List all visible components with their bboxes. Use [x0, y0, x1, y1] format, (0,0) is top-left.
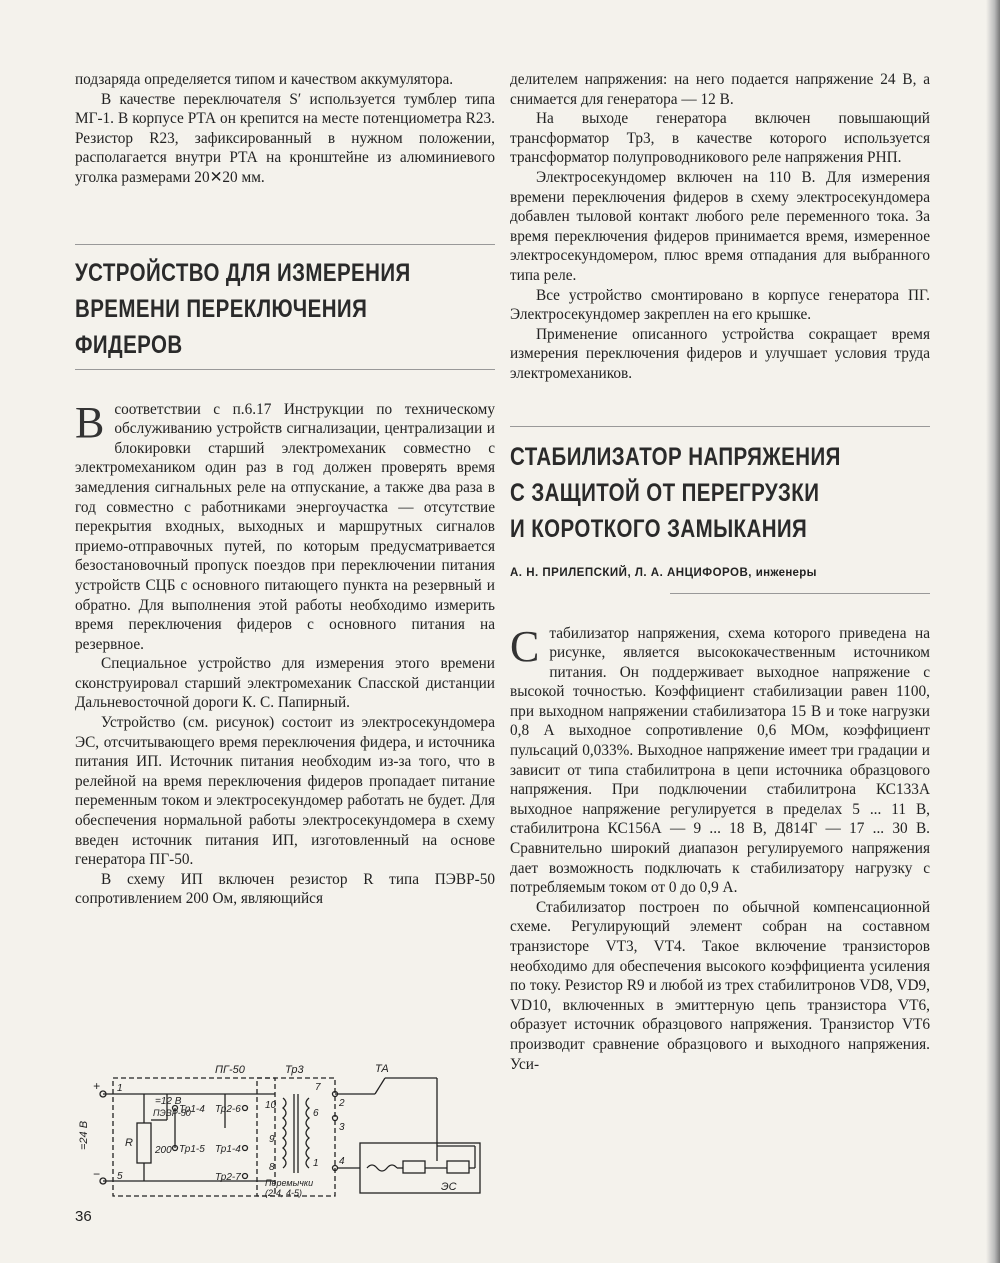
paragraph: Специальное устройство для измерения этого времени сконструировал старший электромеханик Спасской дистанции Дальневосточной дороги К. С. Папирный.	[75, 655, 495, 712]
circuit-diagram	[75, 1058, 495, 1198]
label-tr3: Тр3	[285, 1064, 304, 1076]
label-n4: 4	[339, 1156, 345, 1167]
label-n1: 1	[117, 1083, 123, 1094]
label-n8: 8	[269, 1162, 275, 1173]
divider	[510, 426, 930, 427]
paragraph	[75, 397, 495, 655]
paragraph: Устройство (см. рисунок) состоит из электросекундомера ЭС, отсчитывающего время переключения фидера, и источника питания ИП. Источник питания необходим из-за того, что в релейной на время переключения фидеров пропадает питание переменным током и электросекундомер работать не будет. Для обеспечения нормальной работы электросекундомера в схему введен источник питания ИП, изготовленный на основе генератора ПГ-50.	[75, 714, 495, 869]
label-24v: =24 В	[78, 1120, 90, 1150]
label-n9: 9	[269, 1134, 275, 1145]
label-r: R	[125, 1137, 133, 1149]
paragraph: В схему ИП включен резистор R типа ПЭВР-50 сопротивлением 200 Ом, являющийся	[75, 870, 495, 908]
label-es: ЭС	[441, 1181, 457, 1193]
label-tr2-6: Тр2-6	[215, 1104, 241, 1115]
divider	[75, 244, 495, 245]
label-minus: −	[93, 1167, 101, 1181]
article-title-line: ФИДЕРОВ	[75, 330, 183, 359]
drop-cap: В	[75, 397, 105, 447]
label-n7: 7	[315, 1082, 321, 1093]
label-jumpers: Перемычки	[265, 1178, 314, 1188]
drop-cap: С	[510, 621, 540, 671]
label-pevr: ПЭВР-50	[153, 1108, 191, 1118]
es-box	[360, 1143, 480, 1193]
paragraph: Электросекундомер включен на 110 В. Для измерения времени переключения фидеров в схему электросекундомера добавлен тыловой контакт любого реле переменного тока. За время переключения фидеров принимается время, измеренное электросекундомером, плюс время отпадания для выбранного типа реле.	[510, 168, 930, 284]
paragraph: делителем напряжения: на него подается напряжение 24 В, а снимается для генератора — 12 В.	[510, 71, 930, 108]
label-pg50: ПГ-50	[215, 1064, 245, 1076]
label-n1b: 1	[313, 1158, 319, 1169]
page-edge-shadow	[986, 0, 1000, 1263]
label-n2: 2	[339, 1098, 345, 1109]
paragraph: Все устройство смонтировано в корпусе генератора ПГ. Электросекундомер закреплен на его крышке.	[510, 286, 930, 324]
divider	[670, 593, 930, 594]
label-200: 200	[155, 1145, 172, 1156]
paragraph	[510, 621, 930, 898]
authors-line	[510, 567, 930, 579]
label-tr1-4b: Тр1-4	[215, 1144, 241, 1155]
authors-names: А. Н. ПРИЛЕПСКИЙ, Л. А. АНЦИФОРОВ,	[510, 566, 752, 579]
paragraph: В качестве переключателя S′ используется тумблер типа МГ-1. В корпусе РТА он крепится на месте потенциометра R23. Резистор R23, зафиксированный в нужном положении, располагается внутри РТА на кронштейне из алюминиевого уголка размерами 20✕20 мм.	[75, 90, 495, 186]
label-12v: =12 В	[155, 1096, 182, 1107]
authors-role: инженеры	[755, 566, 817, 579]
label-n6: 6	[313, 1108, 319, 1119]
paragraph: Применение описанного устройства сокращает время измерения переключения фидеров и улучшает условия труда электромехаников.	[510, 325, 930, 382]
label-ta: ТА	[375, 1063, 389, 1075]
label-n10: 10	[265, 1100, 277, 1111]
page-number: 36	[75, 1208, 92, 1225]
paragraph-text: соответствии с п.6.17 Инструкции по техническому обслуживанию устройств сигнализации, централизации и блокировки старший электромеханик совместно с электромехаником один раз в год должен проверять время замедления сигнальных реле на отпускание, а также два раза в год совместно с работниками энергоучастка — отсутствие перекрытия входных, выходных и маршрутных сигналов приемо-отправочных путей, по которым предусматривается безостановочный пропуск поездов при переключении питания устройств СЦБ с основного питающего пункта на резервный и обратно. Для выполнения этой работы необходимо измерить время переключения фидеров с основного питания на резервное.	[75, 400, 495, 653]
label-tr1-4: Тр1-4	[179, 1104, 205, 1115]
article-title-line: СТАБИЛИЗАТОР НАПРЯЖЕНИЯ	[510, 442, 841, 471]
right-column	[510, 70, 930, 1074]
paragraph: Стабилизатор построен по обычной компенсационной схеме. Регулирующий элемент собран на составном транзисторе VT3, VT4. Такое включение транзисторов необходимо для обеспечения высокого коэффициента усиления по току. Резистор R9 и любой из трех стабилитронов VD8, VD9, VD10, включенных в эмиттерную цепь транзистора VT6, образует источник образцового напряжения. Транзистор VT6 производит сравнение образцового и выходного напряжения. Уси-	[510, 898, 930, 1073]
label-tr1-5: Тр1-5	[179, 1144, 205, 1155]
paragraph: На выходе генератора включен повышающий трансформатор Тр3, в качестве которого используется трансформатор полупроводникового реле напряжения РНП.	[510, 110, 930, 167]
label-plus: +	[93, 1079, 101, 1093]
article-title-line: ВРЕМЕНИ ПЕРЕКЛЮЧЕНИЯ	[75, 294, 368, 323]
article-title-line: И КОРОТКОГО ЗАМЫКАНИЯ	[510, 514, 808, 543]
divider	[75, 369, 495, 370]
label-jumpers-2: (2-4, 4-5)	[265, 1188, 303, 1198]
left-column	[75, 70, 495, 909]
paragraph-text: табилизатор напряжения, схема которого приведена на рисунке, является высококачественным источником питания. Он поддерживает выходное напряжение с высокой точностью. Коэффициент стабилизации равен 1100, при выходном напряжении стабилизатора 15 В и токе нагрузки 0,8 А выходное сопротивление 0,6 МОм, коэффициент пульсаций 0,033%. Выходное напряжение имеет три градации и зависит от типа стабилитрона в цепи источника образцового напряжения. При подключении стабилитрона КС133А выходное напряжение регулируется в пределах 5 ... 11 В, стабилитрона КС156А — 9 ... 18 В, Д814Г — 17 ... 30 В. Сравнительно широкий диапазон регулируемого напряжения дает возможность подключать к стабилизатору нагрузку с потребляемым током от 0 до 0,9 А.	[510, 624, 930, 897]
label-tr2-7: Тр2-7	[215, 1172, 241, 1183]
paragraph: подзаряда определяется типом и качеством аккумулятора.	[75, 71, 454, 88]
article-title-line: С ЗАЩИТОЙ ОТ ПЕРЕГРУЗКИ	[510, 478, 820, 507]
article-title-line: УСТРОЙСТВО ДЛЯ ИЗМЕРЕНИЯ	[75, 258, 411, 287]
label-n5: 5	[117, 1171, 123, 1182]
label-n3: 3	[339, 1122, 345, 1133]
